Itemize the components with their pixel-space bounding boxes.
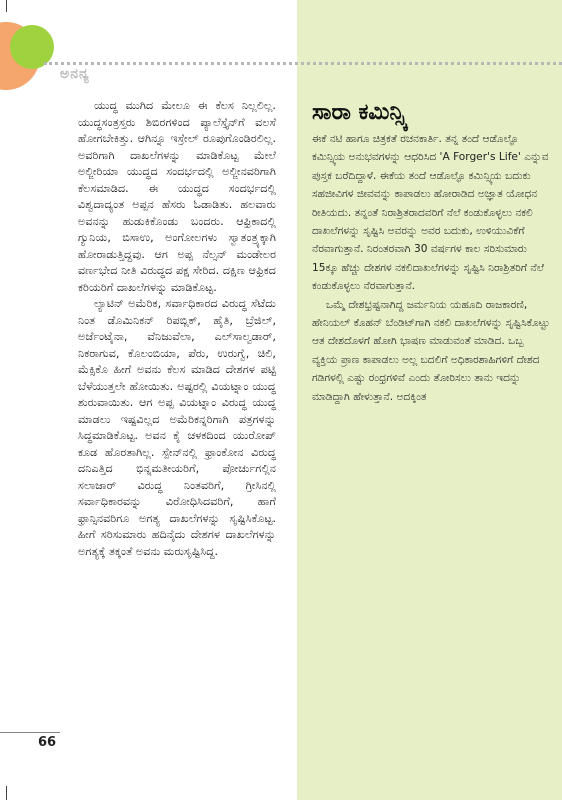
crop-mark-top bbox=[6, 0, 17, 12]
sidebar-paragraph-2: ಒಮ್ಮೆ ದೇಶಭ್ರಷ್ಟನಾಗಿದ್ದ ಜರ್ಮನಿಯ ಯಹೂದಿ ರಾಜಕಾರಣಿ, ಹೇನಿಯಲ್ ಕೊಹನ್ ಬೆಂಡಿಟ್‌ಗಾಗಿ ನಕಲಿ ದಾಖಲೆಗಳನ್ನು ಸೃಷ್ಟಿಸಿಕೊಟ್ಟು ಆತ ದೇಶದೊಳಗೆ ಹೋಗಿ ಭಾಷಣ ಮಾಡುವಂತೆ ಮಾಡಿದ. ಒಬ್ಬ ವ್ಯಕ್ತಿಯ ಪ್ರಾಣ ಕಾಪಾಡಲು ಅಲ್ಲ ಬದಲಿಗೆ ಅಧಿಕಾರಶಾಹಿಗಳಿಗೆ ದೇಶದ ಗಡಿಗಳಲ್ಲಿ ಎಷ್ಟು ರಂಧ್ರಗಳಿವೆ ಎಂದು ತೋರಿಸಲು ತಾನು ಇದನ್ನು ಮಾಡಿದ್ದಾಗಿ ಹೇಳುತ್ತಾನೆ. ಅದಕ್ಕಿಂತ bbox=[312, 298, 550, 403]
page-number-rule bbox=[0, 732, 60, 733]
sidebar-body bbox=[312, 130, 552, 406]
main-article-column bbox=[78, 98, 276, 560]
crop-mark-bottom bbox=[6, 786, 17, 800]
main-paragraph-2: ಲ್ಯಾಟಿನ್ ಅಮೆರಿಕ, ಸರ್ವಾಧಿಕಾರದ ವಿರುದ್ಧ ಸೆಟೆದು ನಿಂತ ಡೊಮಿನಿಕನ್ ರಿಪಬ್ಲಿಕ್, ಹೈತಿ, ಬ್ರೆಜಿಲ್, ಅರ್ಜೆಂಟೈನಾ, ವೆನಿಜುವೆಲಾ, ಎಲ್‌ಸಾಲ್ವಡಾರ್, ನಿಕರಾಗುವ, ಕೊಲಂಬಿಯಾ, ಪೆರು, ಉರುಗ್ವೆ, ಚಿಲಿ, ಮೆಕ್ಸಿಕೊ ಹೀಗೆ ಅವನು ಕೆಲಸ ಮಾಡಿದ ದೇಶಗಳ ಪಟ್ಟಿ ಬೆಳೆಯುತ್ತಲೇ ಹೋಯಿತು. ಅಷ್ಟರಲ್ಲಿ ವಿಯಟ್ನಾಂ ಯುದ್ಧ ಶುರುವಾಯಿತು. ಆಗ ಅಪ್ಪ ವಿಯಟ್ನಾಂ ವಿರುದ್ಧ ಯುದ್ಧ ಮಾಡಲು ಇಷ್ಟವಿಲ್ಲದ ಅಮೆರಿಕನ್ನರಿಗಾಗಿ ಪತ್ರಗಳನ್ನು ಸಿದ್ಧಮಾಡಿಕೊಟ್ಟ. ಅವನ ಕೈ ಚಳಕದಿಂದ ಯುರೋಪ್ ಕೂಡ ಹೊರತಾಗಿಲ್ಲ. ಸ್ಪೇನ್‌ನಲ್ಲಿ ಫ್ರಾಂಕೋನ ವಿರುದ್ಧ ದನಿಎತ್ತಿದ ಭಿನ್ನಮತೀಯರಿಗೆ, ಪೋರ್ಚುಗಲ್ಲಿನ ಸಲಾಜಾರ್ ವಿರುದ್ಧ ನಿಂತವರಿಗೆ, ಗ್ರೀಸಿನಲ್ಲಿ ಸರ್ವಾಧಿಕಾರವನ್ನು ವಿರೋಧಿಸಿದವರಿಗೆ, ಹಾಗೆ ಫ್ರಾನ್ಸಿನವರಿಗೂ ಅಗತ್ಯ ದಾಖಲೆಗಳನ್ನು ಸೃಷ್ಟಿಸಿಕೊಟ್ಟ. ಹೀಗೆ ಸರಿಸುಮಾರು ಹದಿನೈದು ದೇಶಗಳ ದಾಖಲೆಗಳನ್ನು ಅಗತ್ಯಕ್ಕೆ ತಕ್ಕಂತೆ ಅವನು ಮರುಸೃಷ್ಟಿಸಿದ್ದ. bbox=[78, 297, 276, 558]
page-number: 66 bbox=[38, 735, 57, 750]
section-header-label: ಅನನ್ಯ bbox=[60, 66, 90, 82]
header-dotted-rule bbox=[44, 62, 562, 65]
sidebar-title: ಸಾರಾ ಕಮಿನ್ಸ್ಕಿ bbox=[312, 100, 408, 125]
sidebar-paragraph-1: ಈಕೆ ನಟಿ ಹಾಗೂ ಚಿತ್ರಕತೆ ರಚನಕಾರ್ತಿ. ತನ್ನ ತಂದೆ ಆಡೊಲ್ಫೊ ಕಮಿನ್ಸ್ಕಿಯ ಅನುಭವಗಳನ್ನು ಆಧರಿಸಿದ 'A Forger's Life' ಎನ್ನುವ ಪುಸ್ತಕ ಬರೆದಿದ್ದಾಳೆ. ಈಕೆಯ ತಂದೆ ಆಡೊಲ್ಫೊ ಕಮಿನ್ಸ್ಕಿಯ ಬದುಕು ಸಹಜೀವಿಗಳ ಜೀವವನ್ನು ಕಾಪಾಡಲು ಹೋರಾಡಿದ ಅಜ್ಞಾತ ಯೋಧನ ರೀತಿಯದು. ತನ್ನಂತೆ ನಿರಾಶ್ರಿತರಾದವರಿಗೆ ನೆಲೆ ಕಂಡುಕೊಳ್ಳಲು ನಕಲಿ ದಾಖಲೆಗಳನ್ನು ಸೃಷ್ಟಿಸಿ ಅವರನ್ನು ಅವರ ಬದುಕು, ಉಳಿಯುವಿಕೆಗೆ ನೆರವಾಗುತ್ತಾನೆ. ನಿರಂತರವಾಗಿ 30 ವರ್ಷಗಳ ಕಾಲ ಸರಿಸುಮಾರು 15ಕ್ಕೂ ಹೆಚ್ಚು ದೇಶಗಳ ನಕಲಿದಾಖಲೆಗಳನ್ನು ಸೃಷ್ಟಿಸಿ ನಿರಾಶ್ರಿತರಿಗೆ ನೆಲೆ ಕಂಡುಕೊಳ್ಳಲು ನೆರವಾಗುತ್ತಾನೆ. bbox=[312, 133, 549, 293]
main-paragraph-1: ಯುದ್ಧ ಮುಗಿದ ಮೇಲೂ ಈ ಕೆಲಸ ನಿಲ್ಲಲಿಲ್ಲ. ಯುದ್ಧಸಂತ್ರಸ್ತರು ಶಿಬಿರಗಳಿಂದ ಪ್ಯಾಲೆಸ್ತೈನ್‌ಗೆ ವಲಸೆ ಹೋಗಬೇಕಿತ್ತು. ಆಗಿನ್ನೂ ಇಸ್ರೇಲ್ ರೂಪುಗೊಂಡಿರಲಿಲ್ಲ. ಅವರಿಗಾಗಿ ದಾಖಲೆಗಳನ್ನು ಮಾಡಿಕೊಟ್ಟ ಮೇಲೆ ಅಲ್ಜೀರಿಯಾ ಯುದ್ಧದ ಸಂದರ್ಭದಲ್ಲಿ ಅಲ್ಜೀನವರಿಗಾಗಿ ಕೆಲಸಮಾಡಿದ. ಈ ಯುದ್ಧದ ಸಂದರ್ಭದಲ್ಲಿ ವಿಶ್ವದಾದ್ಯಂತ ಅಪ್ಪನ ಹೆಸರು ಓಡಾಡಿತು. ಹಲವಾರು ಅವನನ್ನು ಹುಡುಕಿಕೊಂಡು ಬಂದರು. ಆಫ್ರಿಕಾದಲ್ಲಿ ಗ್ಯುನಿಯ, ಬಿಸಾಉ, ಅಂಗೋಲಗಳು ಸ್ವಾತಂತ್ರ್ಯಕ್ಕಾಗಿ ಹೋರಾಡುತ್ತಿದ್ದವು. ಆಗ ಅಪ್ಪ ನೆಲ್ಸನ್ ಮಂಡೇಲರ ವರ್ಣಭೇದ ನೀತಿ ವಿರುದ್ಧದ ಪಕ್ಷ ಸೇರಿದ. ದಕ್ಷಿಣ ಆಫ್ರಿಕದ ಕರಿಯರಿಗೆ ದಾಖಲೆಗಳನ್ನು ಮಾಡಿಕೊಟ್ಟ. bbox=[78, 99, 276, 294]
sidebar-column bbox=[312, 98, 552, 406]
